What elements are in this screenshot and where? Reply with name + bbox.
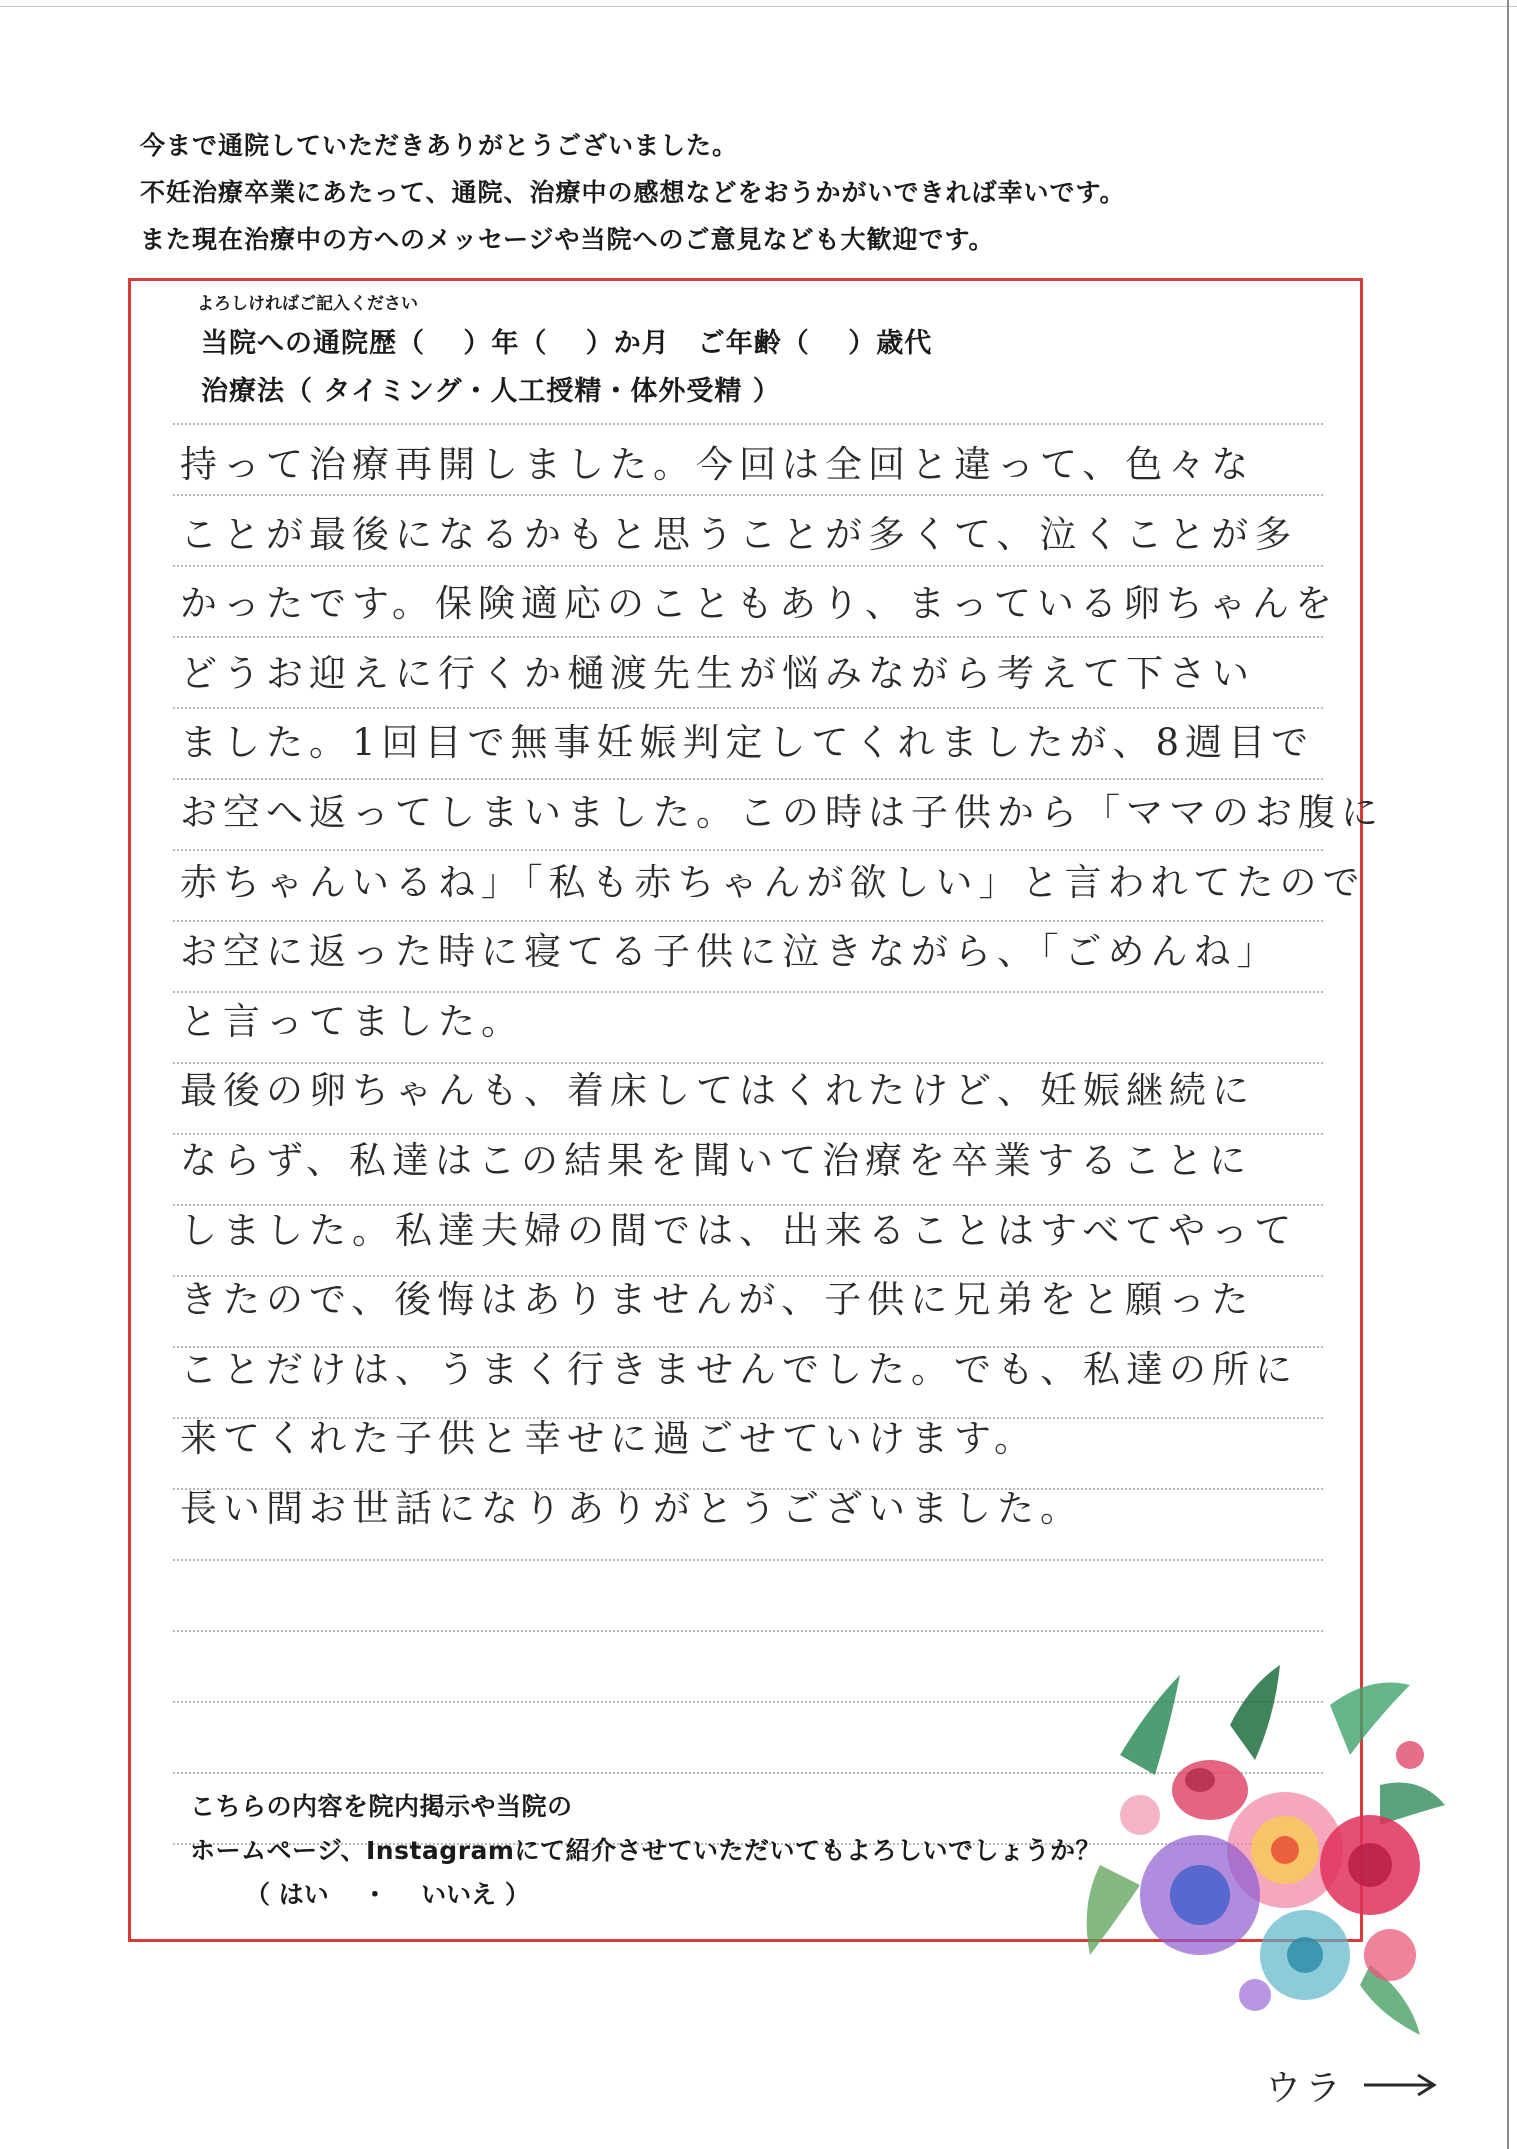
intro-line-3: また現在治療中の方へのメッセージや当院へのご意見なども大歓迎です。 (140, 225, 995, 254)
consent-question (190, 1785, 1101, 1909)
handwritten-line: ことが最後になるかもと思うことが多くて、泣くことが多 (180, 512, 1298, 556)
right-arrow-icon (1360, 2068, 1440, 2109)
overleaf-label: ウラ (1265, 2068, 1346, 2109)
handwritten-line: しました。私達夫婦の間では、出来ることはすべてやって (180, 1208, 1298, 1252)
handwritten-line: 赤ちゃんいるね」「私も赤ちゃんが欲しい」と言われてたので (180, 860, 1366, 904)
consent-choices: （ はい ・ いいえ ） (245, 1880, 530, 1909)
handwritten-line: 持って治療再開しました。今回は全回と違って、色々な (180, 443, 1255, 486)
handwritten-line: ことだけは、うまく行きませんでした。でも、私達の所に (180, 1347, 1298, 1391)
fill-in-note: よろしければご記入ください (197, 294, 418, 314)
handwritten-line: お空へ返ってしまいました。この時は子供から「ママのお腹に (180, 790, 1384, 834)
flower-illustration-svg (1080, 1665, 1450, 2045)
handwritten-line: ました。1回目で無事妊娠判定してくれましたが、8週目で (180, 721, 1315, 765)
handwritten-line: どうお迎えに行くか樋渡先生が悩みながら考えて下さい (180, 651, 1255, 695)
treatment-method-field: 治療法（ タイミング・人工授精・体外受精 ） (201, 376, 781, 407)
ruled-line (173, 423, 1323, 426)
ruled-line (173, 1559, 1323, 1562)
handwritten-line: きたので、後悔はありませんが、子供に兄弟をと願った (180, 1278, 1255, 1322)
overleaf-note (1265, 2060, 1440, 2111)
handwritten-line: 来てくれた子供と幸せに過ごせていけます。 (180, 1417, 1038, 1461)
intro-line-2: 不妊治療卒業にあたって、通院、治療中の感想などをおうかがいできれば幸いです。 (140, 178, 1126, 207)
handwritten-line: と言ってました。 (180, 999, 524, 1043)
handwritten-line: お空に返った時に寝てる子供に泣きながら、「ごめんね」 (180, 930, 1280, 974)
consent-line-1: こちらの内容を院内掲示や当院の (190, 1792, 573, 1821)
ruled-line (173, 1630, 1323, 1633)
handwritten-line: かったです。保険適応のこともあり、まっている卵ちゃんを (180, 582, 1339, 626)
handwritten-line: 最後の卵ちゃんも、着床してはくれたけど、妊娠継続に (180, 1069, 1255, 1113)
visit-history-field: 当院への通院歴（ ）年（ ）か月 ご年齢（ ）歳代 (201, 328, 933, 359)
consent-line-2: ホームページ、Instagramにて紹介させていただいてもよろしいでしょうか？ (190, 1836, 1101, 1865)
scan-edge-right (1507, 0, 1509, 2149)
handwritten-line: 長い間お世話になりありがとうございました。 (180, 1486, 1083, 1530)
handwritten-line: ならず、私達はこの結果を聞いて治療を卒業することに (180, 1138, 1253, 1182)
intro-line-1: 今まで通院していただきありがとうございました。 (140, 131, 739, 160)
scan-edge-top (0, 6, 1517, 7)
flower-bouquet-illustration (1080, 1665, 1450, 2045)
intro-text (140, 128, 1390, 269)
handwritten-message (180, 430, 1384, 1544)
